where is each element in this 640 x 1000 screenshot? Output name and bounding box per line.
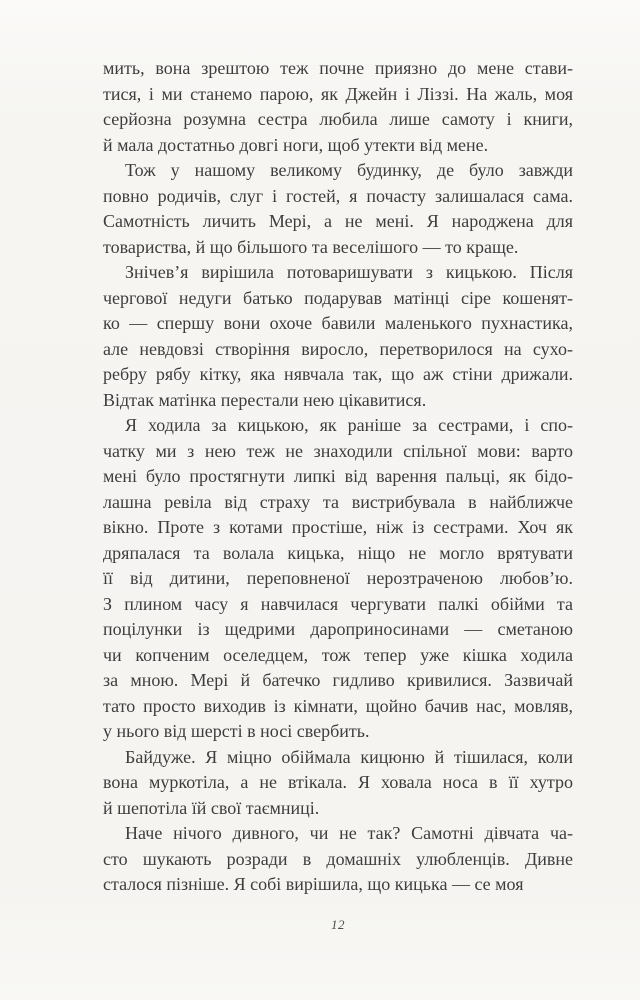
- paragraph: [103, 260, 573, 413]
- text-line: Знічев’я вирішила потоваришувати з кицькою. Після: [125, 262, 573, 282]
- text-line: товариства, й що більшого та веселішого — то краще.: [103, 236, 519, 257]
- text-line: мить, вона зрештою теж почне приязно до мене стави-: [103, 58, 573, 78]
- text-line: чергової недуги батько подарував матінці сіре кошенят-: [103, 287, 573, 308]
- text-line: її від дитини, переповненої нерозтраченою любов’ю.: [103, 568, 573, 588]
- text-line: лашна ревіла від страху та вистрибувала в найближче: [103, 491, 573, 512]
- body-text: [103, 56, 573, 898]
- text-line: сто шукають розради в домашніх улюбленців. Дивне: [103, 848, 573, 869]
- paragraph: [103, 745, 573, 822]
- paragraph: [103, 158, 573, 260]
- text-line: у нього від шерсті в носі свербить.: [103, 721, 370, 741]
- page-number: 12: [331, 917, 345, 932]
- text-line: поцілунки із щедрими дароприносинами — сметаною: [103, 619, 573, 639]
- text-line: дряпалася та волала кицька, ніщо не могло врятувати: [103, 542, 573, 563]
- paragraph: [103, 413, 573, 745]
- text-line: Наче нічого дивного, чи не так? Самотні дівчата ча-: [125, 823, 573, 843]
- text-line: ребру рябу кітку, яка нявчала так, що аж стіни дрижали.: [103, 364, 573, 384]
- text-line: й шепотіла їй свої таємниці.: [103, 797, 320, 818]
- text-line: але невдовзі створіння виросло, перетворилося на сухо-: [103, 338, 573, 359]
- text-line: Я ходила за кицькою, як раніше за сестрами, і спо-: [125, 415, 573, 435]
- text-line: вікно. Проте з котами простіше, ніж із сестрами. Хоч як: [103, 517, 573, 537]
- text-line: повно родичів, слуг і гостей, я почасту залишалася сама.: [103, 185, 573, 206]
- text-line: чи копченим оселедцем, тож тепер уже кішка ходила: [103, 644, 573, 665]
- text-line: серйозна розумна сестра любила лише самоту і книги,: [103, 109, 573, 129]
- paragraph: [103, 821, 573, 898]
- text-line: тато просто виходив із кімнати, щойно бачив нас, мовляв,: [103, 695, 573, 716]
- text-line: Байдуже. Я міцно обіймала кицюню й тішилася, коли: [125, 746, 573, 767]
- text-line: Відтак матінка перестали нею цікавитися.: [103, 389, 427, 410]
- text-line: З плином часу я навчилася чергувати палкі обійми та: [103, 593, 573, 614]
- text-line: Тож у нашому великому будинку, де було завжди: [125, 160, 573, 180]
- text-line: й мала достатньо довгі ноги, щоб утекти від мене.: [103, 134, 489, 155]
- text-line: вона муркотіла, а не втікала. Я ховала носа в її хутро: [103, 772, 573, 792]
- text-line: Самотність личить Мері, а не мені. Я народжена для: [103, 211, 573, 231]
- text-line: сталося пізніше. Я собі вирішила, що кицька — се моя: [103, 874, 524, 894]
- text-line: чатку ми з нею теж не знаходили спільної мови: варто: [103, 440, 573, 461]
- text-line: ко — спершу вони охоче бавили маленького пухнастика,: [103, 313, 573, 333]
- paragraph: [103, 56, 573, 158]
- text-line: за мною. Мері й батечко гидливо кривилися. Зазвичай: [103, 670, 573, 690]
- text-line: мені було простягнути липкі від варення пальці, як бідо-: [103, 466, 573, 486]
- text-line: тися, і ми станемо парою, як Джейн і Ліззі. На жаль, моя: [103, 83, 573, 104]
